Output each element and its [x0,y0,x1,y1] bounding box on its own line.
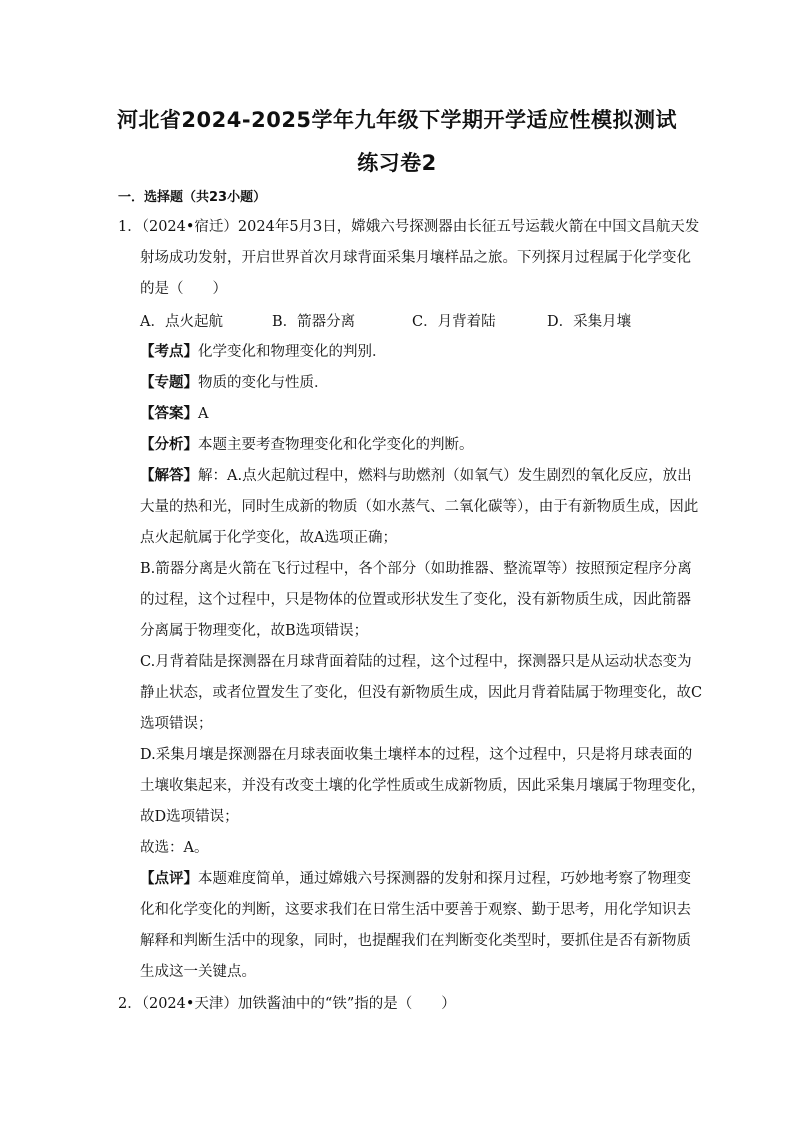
jieda-text: 解：A.点火起航过程中，燃料与助燃剂（如氧气）发生剧烈的氧化反应，放出 [198,468,692,484]
dianping-label: 【点评】 [140,870,198,887]
jieda-label: 【解答】 [140,467,198,484]
explanation-b: 的过程，这个过程中，只是物体的位置或形状发生了变化，没有新物质生成，因此箭器 [140,592,691,608]
fenxi-row [140,435,474,455]
daan-text: A [198,406,209,422]
jieda-text: 大量的热和光，同时生成新的物质（如水蒸气、二氧化碳等），由于有新物质生成，因此 [140,499,699,515]
explanation-c: 选项错误； [140,716,213,732]
question-1-stem: 的是（ ） [140,281,227,297]
document-subtitle: 练习卷2 [357,151,437,175]
option-c: C．月背着陆 [412,314,496,330]
document-title: 河北省2024-2025学年九年级下学期开学适应性模拟测试 [116,108,678,132]
daan-label: 【答案】 [140,405,198,422]
jieda-row [140,466,692,486]
zhuanti-row [140,373,329,393]
dianping-text: 解释和判断生活中的现象，同时，也提醒我们在判断变化类型时，要抓住是否有新物质 [140,933,691,949]
dianping-row [140,869,691,889]
question-1-options [140,310,700,330]
explanation-c: 静止状态，或者位置发生了变化，但没有新物质生成，因此月背着陆属于物理变化，故C [140,685,703,701]
fenxi-label: 【分析】 [140,436,198,453]
question-1-stem: 射场成功发射，开启世界首次月球背面采集月壤样品之旅。下列探月过程属于化学变化 [140,250,691,266]
jieda-text: 点火起航属于化学变化，故A选项正确； [140,530,397,546]
kaodian-row [140,342,387,362]
explanation-d: 故D选项错误； [140,809,239,825]
option-a: A．点火起航 [140,314,223,330]
final-answer: 故选：A。 [140,840,209,856]
option-d: D．采集月壤 [547,314,632,330]
explanation-d: 土壤收集起来，并没有改变土壤的化学性质或生成新物质，因此采集月壤属于物理变化， [140,778,706,794]
question-2-stem: 2．（2024•天津）加铁酱油中的“铁”指的是（ ） [118,996,456,1012]
question-1-stem: 1．（2024•宿迁）2024年5月3日，嫦娥六号探测器由长征五号运载火箭在中国文昌航天发 [118,219,700,235]
explanation-b: B.箭器分离是火箭在飞行过程中，各个部分（如助推器、整流罩等）按照预定程序分离 [140,561,692,577]
explanation-b: 分离属于物理变化，故B选项错误； [140,623,369,639]
kaodian-text: 化学变化和物理变化的判别． [198,344,387,360]
fenxi-text: 本题主要考查物理变化和化学变化的判断。 [198,437,474,453]
kaodian-label: 【考点】 [140,343,198,360]
zhuanti-text: 物质的变化与性质． [198,375,329,391]
explanation-d: D.采集月壤是探测器在月球表面收集土壤样本的过程，这个过程中，只是将月球表面的 [140,747,693,763]
zhuanti-label: 【专题】 [140,374,198,391]
dianping-text: 化和化学变化的判断，这要求我们在日常生活中要善于观察、勤于思考，用化学知识去 [140,902,691,918]
dianping-text: 生成这一关键点。 [140,964,256,980]
section-heading: 一．选择题（共23小题） [118,190,267,205]
explanation-c: C.月背着陆是探测器在月球背面着陆的过程，这个过程中，探测器只是从运动状态变为 [140,654,692,670]
option-b: B．箭器分离 [272,314,356,330]
daan-row [140,404,208,424]
dianping-text: 本题难度简单，通过嫦娥六号探测器的发射和探月过程，巧妙地考察了物理变 [198,871,691,887]
